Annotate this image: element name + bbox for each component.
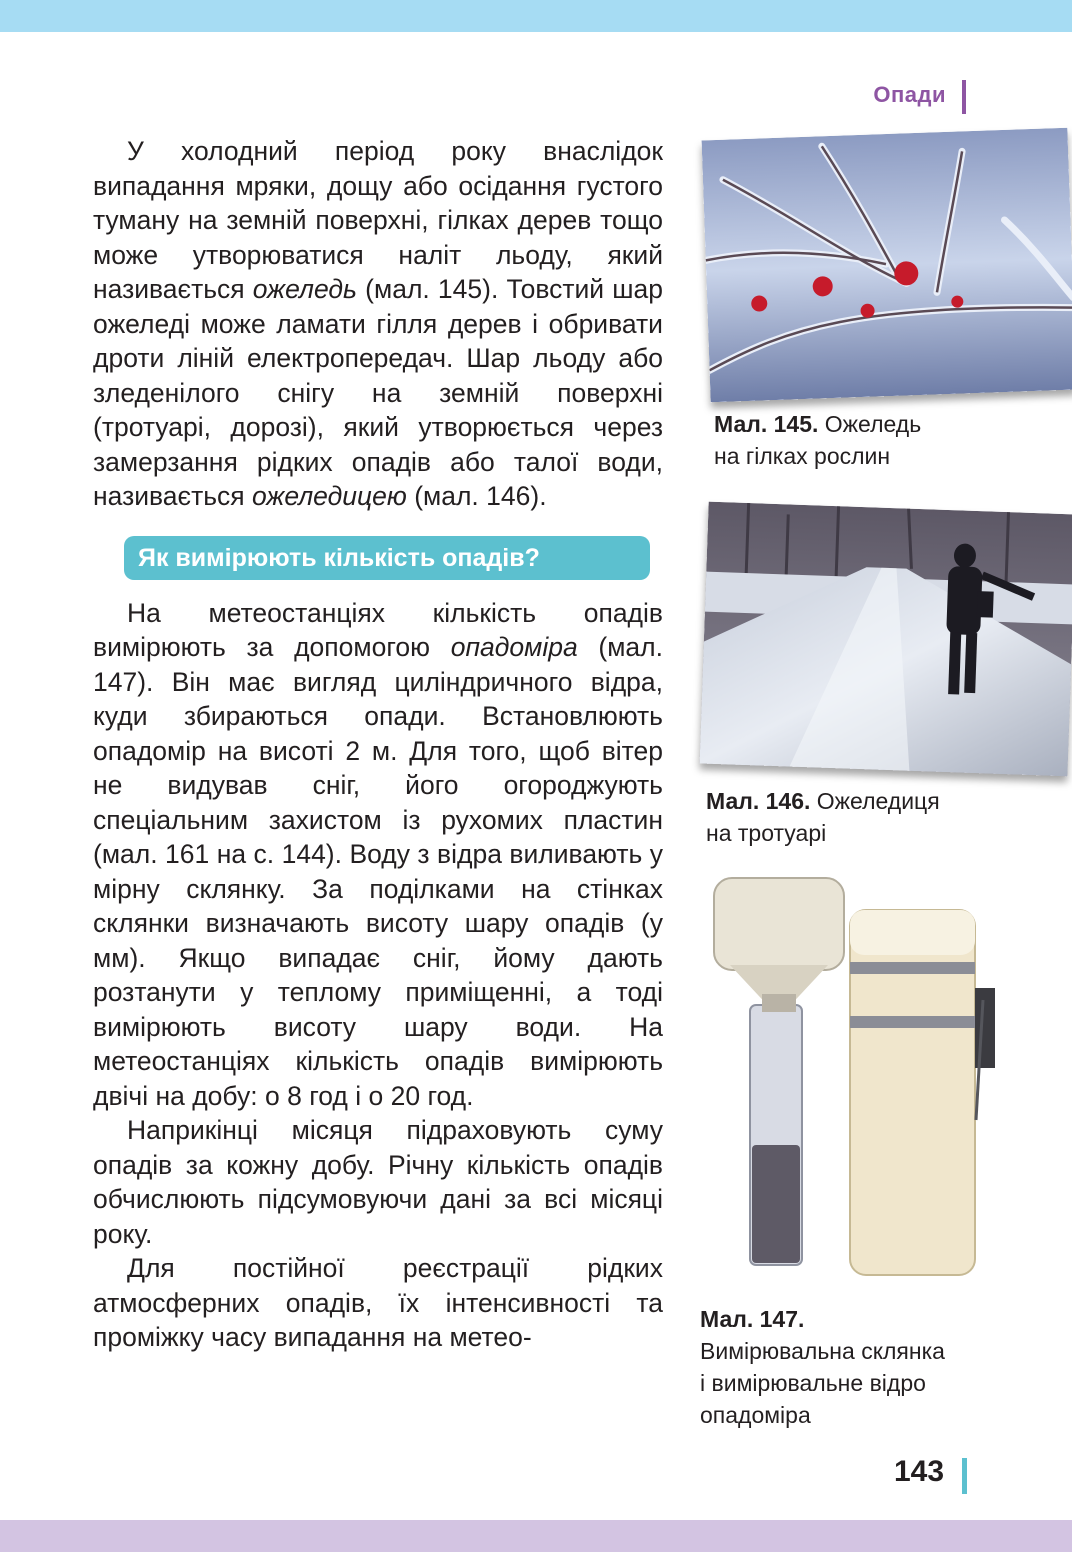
paragraph-text: (мал. 147). Він має вигляд циліндричного відра, куди збираються опади. Встановлюють опадомір на висоті 2 м. Для того, щоб вітер не видував сніг, його огороджують спеціальним захистом із рухомих пластин (мал. 161 на с. 144). Воду з відра виливають у мірну склянку. За поділками на стінках склянки визначають висоту шару опадів (у мм). Якщо випадає сніг, йому дають розтанути у теплому приміщенні, а тоді вимірюють висоту шару води. На метеостанціях кількість опадів вимірюють двічі на добу: о 8 год і о 20 год. xyxy=(93,632,663,1111)
header-divider xyxy=(962,80,966,114)
caption-text: опадоміра xyxy=(700,1402,811,1428)
paragraph-monthly-sum: Наприкінці місяця підраховують суму опадів за кожну добу. Річну кількість опадів обчислюють підсумовуючи дані за всі місяці року. xyxy=(93,1115,663,1249)
paragraph-text: (мал. 146). xyxy=(406,481,547,511)
paragraph-registration: Для постійної реєстрації рідких атмосферних опадів, їх інтенсивності та проміжку часу випадання на метео- xyxy=(93,1253,663,1352)
top-color-band xyxy=(0,0,1072,32)
figure-label: Мал. 147. xyxy=(700,1306,805,1332)
figure-146-caption xyxy=(706,785,940,849)
paragraph-rain-gauge xyxy=(93,596,663,1114)
term-glaze: ожеледь xyxy=(252,274,357,304)
page-number-divider xyxy=(962,1458,967,1494)
caption-text: Вимірювальна склянка xyxy=(700,1338,945,1364)
caption-text: на гілках рослин xyxy=(714,443,891,469)
figure-147-photo xyxy=(700,870,1000,1280)
caption-text: Ожеледиця xyxy=(816,788,940,814)
paragraph-glaze-ice xyxy=(93,134,663,514)
main-text-column xyxy=(93,134,663,1355)
caption-text: і вимірювальне відро xyxy=(700,1370,926,1396)
figure-146-photo xyxy=(700,502,1072,777)
term-black-ice: ожеледицею xyxy=(251,481,407,511)
paragraph-text: На метеостанціях кількість опадів вимірюють за допомогою xyxy=(93,597,663,662)
caption-text: на тротуарі xyxy=(706,820,827,846)
ice-branches-image xyxy=(702,128,1072,403)
section-header-title: Опади xyxy=(873,82,946,107)
term-rain-gauge: опадоміра xyxy=(450,632,578,662)
rain-gauge-image xyxy=(700,870,1000,1280)
bottom-color-band xyxy=(0,1520,1072,1552)
paragraph-text: (мал. 145). Товстий шар ожеледі може ламати гілля дерев і обривати дроти ліній електропередач. Шар льоду або зледенілого снігу на земній поверхні (тротуарі, дорозі), який утворюється через замерзання рідких опадів або талої води, називається xyxy=(93,274,663,511)
section-heading: Як вимірюють кількість опадів? xyxy=(124,536,650,580)
figure-145-photo xyxy=(702,128,1072,403)
caption-text: Ожеледь xyxy=(824,411,922,437)
paragraph-text: У холодний період року внаслідок випадання мряки, дощу або осідання густого туману на земній поверхні, гілках дерев тощо може утворюватися наліт льоду, який називається xyxy=(93,136,663,304)
page-number: 143 xyxy=(894,1455,945,1488)
icy-sidewalk-image xyxy=(700,502,1072,777)
figure-145-caption xyxy=(714,408,921,472)
figure-label: Мал. 146. xyxy=(706,788,811,814)
figure-147-caption xyxy=(700,1303,945,1431)
figure-label: Мал. 145. xyxy=(714,411,819,437)
